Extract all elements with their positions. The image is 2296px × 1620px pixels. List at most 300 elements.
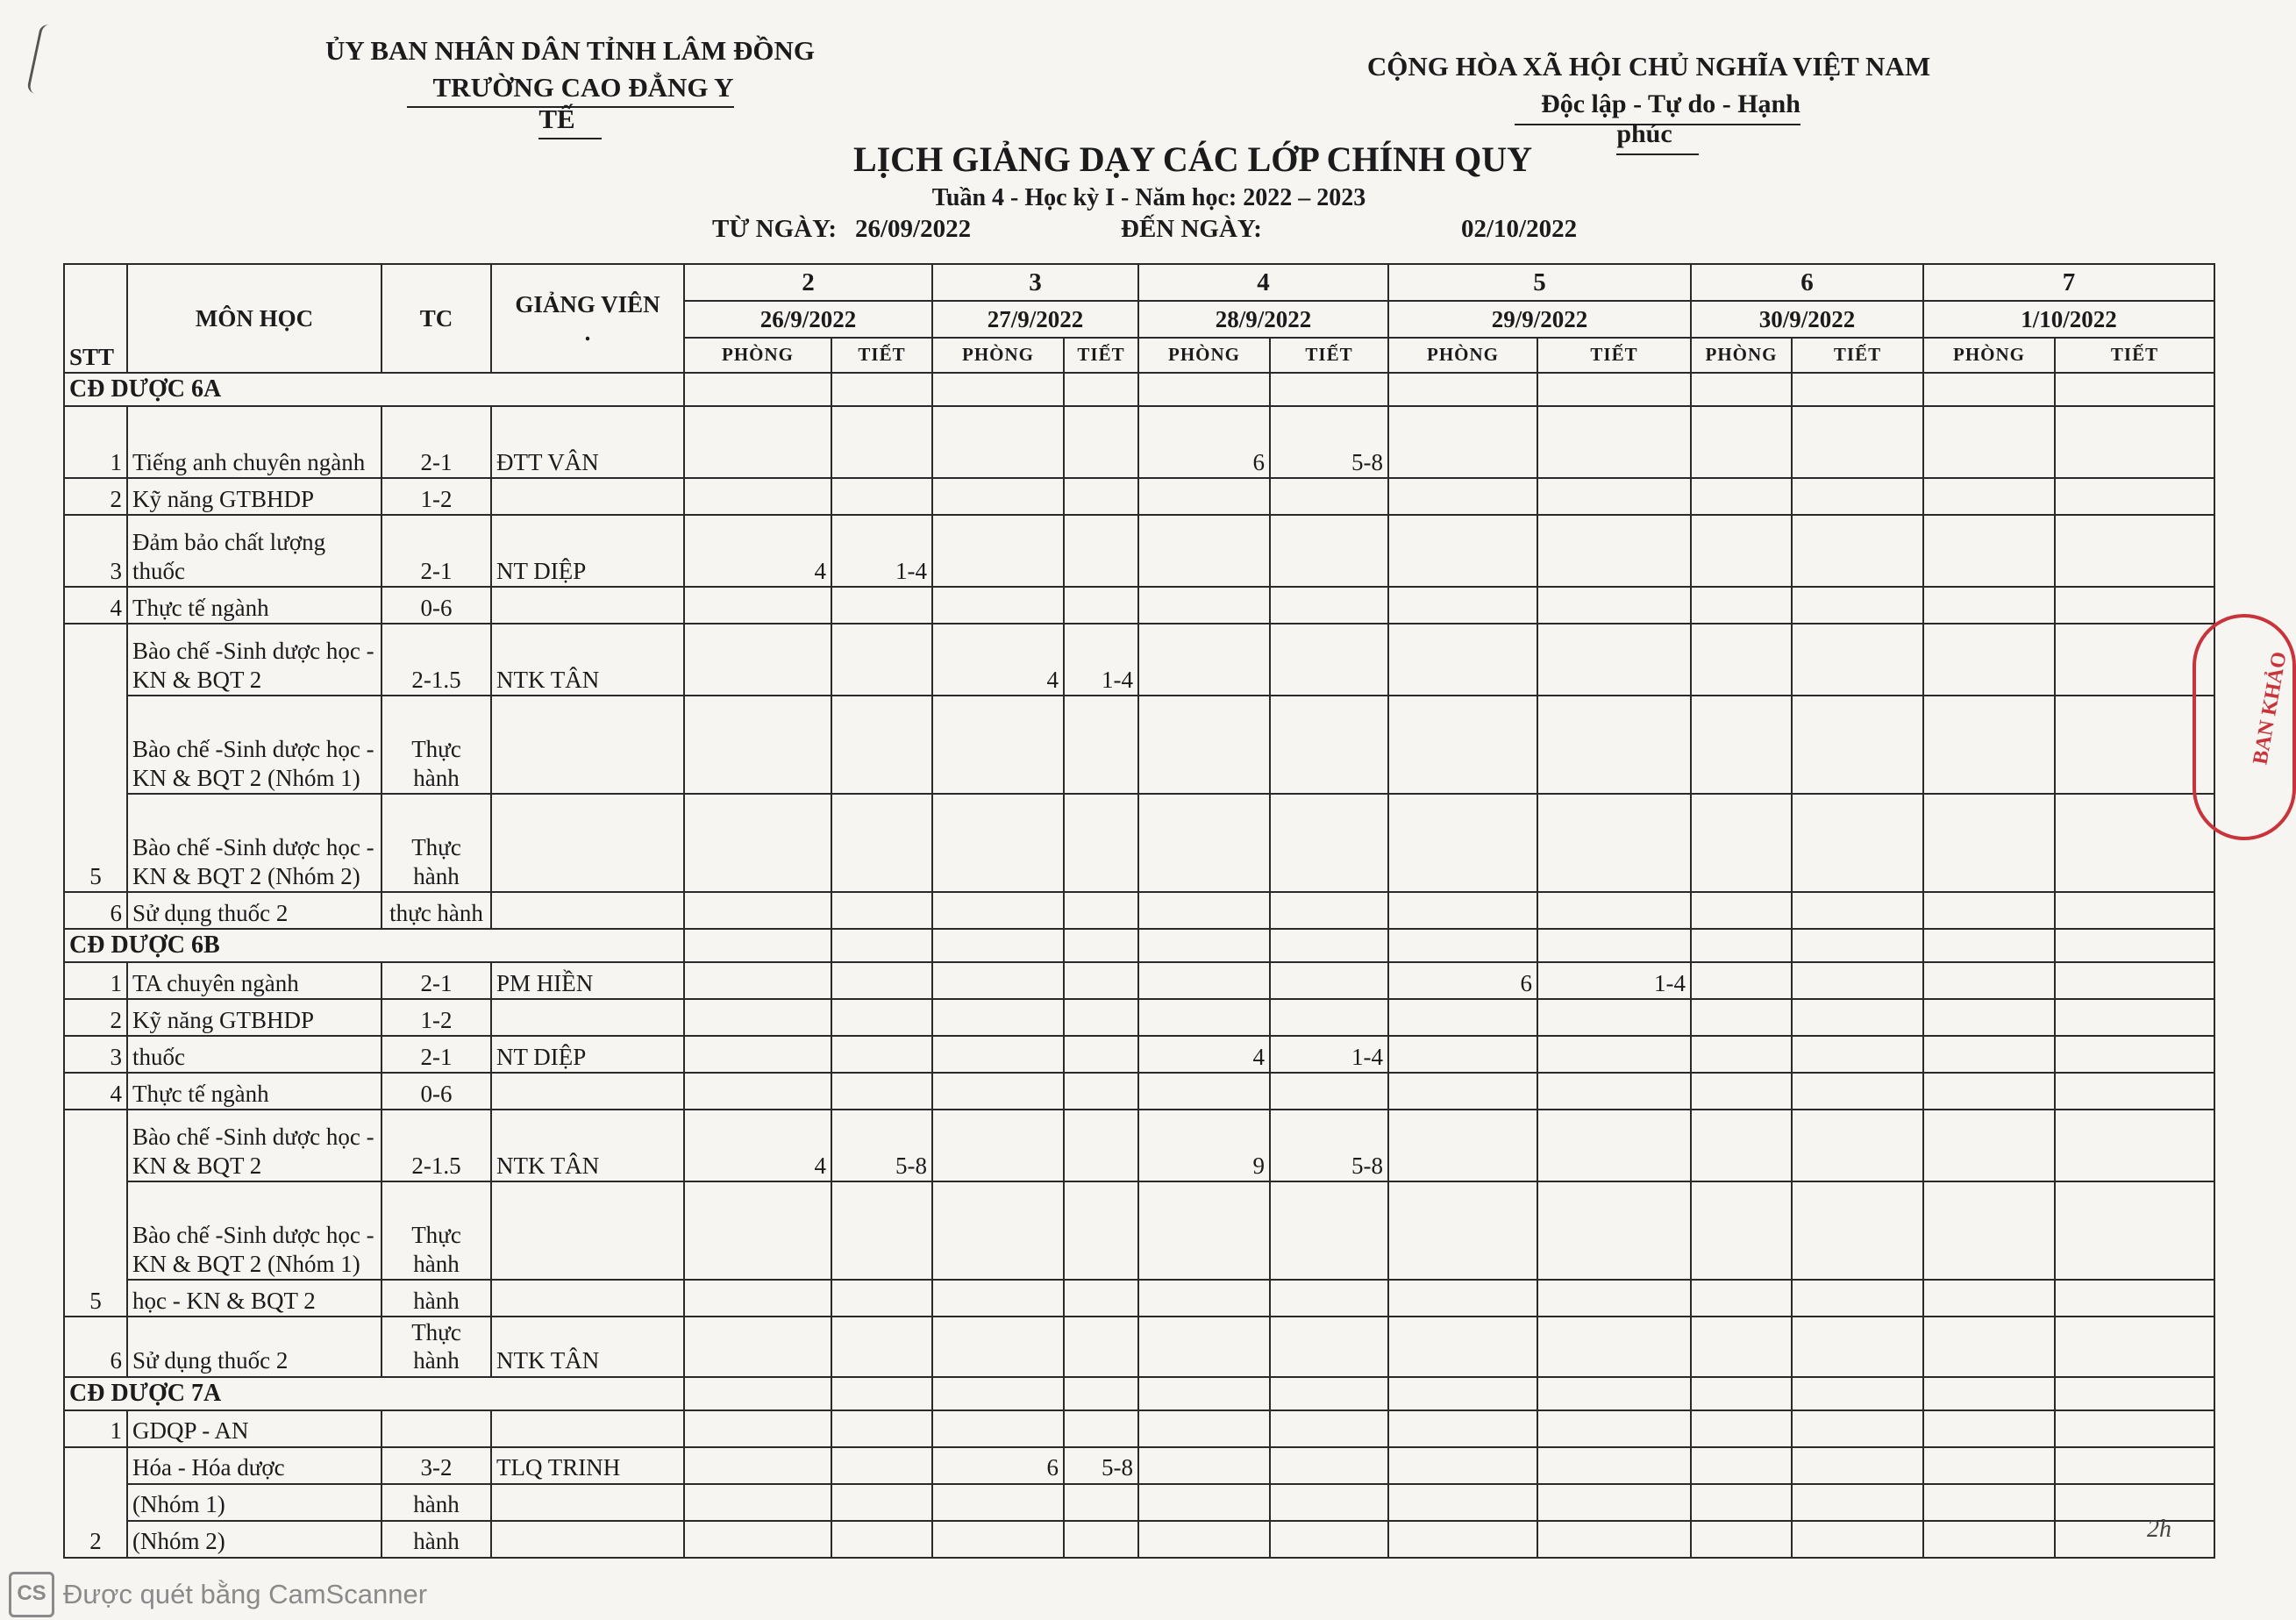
period-cell [831,1073,932,1110]
room-cell [1138,999,1270,1036]
room-cell [1388,794,1537,892]
tc-cell: hành [381,1280,491,1317]
period-cell [1064,1484,1138,1521]
room-cell [1388,1073,1537,1110]
room-cell [1691,1181,1792,1280]
room-cell [684,406,831,478]
room-cell [932,1181,1064,1280]
period-cell [831,1280,932,1317]
tc-cell: Thực hành [381,696,491,794]
room-cell [684,1447,831,1484]
period-cell [1537,1521,1691,1558]
from-label: TỪ NGÀY: [712,215,838,243]
stt-cell: 1 [64,1410,127,1447]
period-cell [1270,962,1388,999]
empty-cell [1270,929,1388,962]
room-cell [1923,1484,2055,1521]
room-cell [684,587,831,624]
period-cell [1537,1484,1691,1521]
issuer-line1: ỦY BAN NHÂN DÂN TỈNH LÂM ĐỒNG [324,35,815,66]
lecturer-cell: TLQ TRINH [491,1447,684,1484]
empty-cell [1138,1377,1270,1410]
table-row [64,1317,2214,1377]
room-cell [1691,892,1792,929]
period-cell [1064,1410,1138,1447]
phong-header: PHÒNG [1388,338,1537,373]
subject-cell: Hóa - Hóa dược [127,1447,381,1484]
room-cell [932,1521,1064,1558]
lecturer-cell [491,478,684,515]
subject-cell: Kỹ năng GTBHDP [127,999,381,1036]
tiet-header: TIẾT [2055,338,2214,373]
empty-cell [1923,929,2055,962]
room-cell [1138,794,1270,892]
period-cell [2055,892,2214,929]
room-cell: 6 [1138,406,1270,478]
empty-cell [2055,1377,2214,1410]
period-cell [1792,696,1923,794]
section-title: CĐ DƯỢC 6A [64,373,684,406]
period-cell [831,892,932,929]
period-cell [831,696,932,794]
table-row [64,1280,2214,1317]
room-cell [1138,1410,1270,1447]
period-cell [1064,1280,1138,1317]
period-cell [2055,1073,2214,1110]
room-cell [1138,962,1270,999]
room-cell [932,794,1064,892]
room-cell [684,999,831,1036]
period-cell [1270,478,1388,515]
table-row [64,1410,2214,1447]
room-cell: 6 [932,1447,1064,1484]
period-cell [1064,406,1138,478]
date-header: 27/9/2022 [932,301,1138,338]
period-cell [1537,892,1691,929]
subject-cell: Bào chế -Sinh dược học - KN & BQT 2 (Nhóm 1) [127,696,381,794]
room-cell [932,892,1064,929]
period-cell [1792,999,1923,1036]
empty-cell [932,373,1064,406]
period-cell [2055,624,2214,696]
period-cell [1270,794,1388,892]
period-cell [831,478,932,515]
period-cell [1792,794,1923,892]
period-cell [1537,1036,1691,1073]
period-cell [1064,1110,1138,1181]
empty-cell [684,1377,831,1410]
room-cell [932,1484,1064,1521]
period-cell [1792,478,1923,515]
room-cell [1923,1110,2055,1181]
room-cell [1691,1036,1792,1073]
lecturer-cell [491,1280,684,1317]
tc-header: TC [381,264,491,373]
lecturer-cell: NT DIỆP [491,1036,684,1073]
room-cell [1923,1410,2055,1447]
period-cell [1270,1181,1388,1280]
period-cell [2055,1447,2214,1484]
empty-cell [1270,373,1388,406]
empty-cell [1064,373,1138,406]
period-cell [2055,1317,2214,1377]
period-cell [1537,406,1691,478]
phong-header: PHÒNG [1138,338,1270,373]
room-cell [1388,1521,1537,1558]
period-cell [1064,1317,1138,1377]
room-cell [684,1036,831,1073]
table-row [64,1447,2214,1484]
room-cell [684,1410,831,1447]
room-cell [1691,1280,1792,1317]
lecturer-cell [491,587,684,624]
room-cell [1138,1280,1270,1317]
period-cell [1537,1317,1691,1377]
empty-cell [1064,1377,1138,1410]
period-cell [1064,1181,1138,1280]
table-row [64,1181,2214,1280]
stt-cell: 6 [64,892,127,929]
stt-cell: 1 [64,962,127,999]
period-cell [1537,999,1691,1036]
day-header: 3 [932,264,1138,301]
to-value: 02/10/2022 [1461,215,1578,243]
tiet-header: TIẾT [1270,338,1388,373]
room-cell [932,1280,1064,1317]
room-cell [684,794,831,892]
tc-cell: 2-1 [381,962,491,999]
lecturer-cell: NTK TÂN [491,1317,684,1377]
lecturer-cell: NTK TÂN [491,624,684,696]
table-row [64,478,2214,515]
period-cell [831,624,932,696]
day-header: 4 [1138,264,1388,301]
lecturer-cell [491,794,684,892]
empty-cell [1388,929,1537,962]
subject-cell: Đảm bảo chất lượng thuốc [127,515,381,587]
period-cell [1270,624,1388,696]
period-cell [1270,999,1388,1036]
lecturer-cell [491,999,684,1036]
period-cell [1792,1280,1923,1317]
lecturer-cell [491,1521,684,1558]
room-cell [932,962,1064,999]
room-cell [932,1073,1064,1110]
page-title: LỊCH GIẢNG DẠY CÁC LỚP CHÍNH QUY [852,139,1533,179]
mon-hoc-header: MÔN HỌC [127,264,381,373]
period-cell [1064,892,1138,929]
room-cell [1923,1447,2055,1484]
date-header: 30/9/2022 [1691,301,1923,338]
period-cell [1064,696,1138,794]
tiet-header: TIẾT [1064,338,1138,373]
room-cell [1388,1036,1537,1073]
period-cell [1792,1110,1923,1181]
table-row [64,1036,2214,1073]
room-cell [1691,696,1792,794]
room-cell [684,892,831,929]
stt-cell: 2 [64,478,127,515]
table-row [64,1521,2214,1558]
period-cell [1270,587,1388,624]
period-cell [1537,1181,1691,1280]
room-cell [1388,1410,1537,1447]
empty-cell [1537,1377,1691,1410]
empty-cell [1691,373,1792,406]
tc-cell: 1-2 [381,999,491,1036]
tiet-header: TIẾT [831,338,932,373]
table-row [64,794,2214,892]
period-cell [831,794,932,892]
period-cell [1270,1317,1388,1377]
subject-cell: Thực tế ngành [127,587,381,624]
table-row [64,624,2214,696]
table-row [64,587,2214,624]
room-cell [932,999,1064,1036]
watermark-text: Được quét bằng CamScanner [63,1579,428,1609]
period-cell [1270,1073,1388,1110]
room-cell [1691,406,1792,478]
empty-cell [1270,1377,1388,1410]
period-cell [1064,794,1138,892]
section-row [64,1377,2214,1410]
period-cell [1270,1447,1388,1484]
period-cell [831,1447,932,1484]
subject-cell: Bào chế -Sinh dược học - KN & BQT 2 [127,624,381,696]
lecturer-cell [491,1181,684,1280]
date-header: 1/10/2022 [1923,301,2214,338]
period-cell [2055,406,2214,478]
tc-cell: 2-1 [381,406,491,478]
period-cell [1537,515,1691,587]
empty-cell [1388,373,1537,406]
period-cell [2055,1110,2214,1181]
room-cell [932,515,1064,587]
room-cell [684,624,831,696]
period-cell [1537,1280,1691,1317]
period-cell [2055,587,2214,624]
room-cell [1388,1110,1537,1181]
national-title: CỘNG HÒA XÃ HỘI CHỦ NGHĨA VIỆT NAM [1366,51,1931,82]
room-cell [684,1181,831,1280]
period-cell: 5-8 [831,1110,932,1181]
room-cell [1388,624,1537,696]
tc-cell: 2-1.5 [381,1110,491,1181]
period-cell [1792,1181,1923,1280]
pen-mark [26,23,61,96]
day-header: 5 [1388,264,1691,301]
to-label: ĐẾN NGÀY: [1121,215,1262,243]
period-cell: 1-4 [1537,962,1691,999]
subject-cell: thuốc [127,1036,381,1073]
period-cell [1792,515,1923,587]
room-cell: 4 [932,624,1064,696]
empty-cell [1923,373,2055,406]
period-cell [1537,1447,1691,1484]
empty-cell [2055,929,2214,962]
giang-vien-label: GIẢNG VIÊN [515,290,660,318]
lecturer-cell: PM HIỀN [491,962,684,999]
room-cell [932,406,1064,478]
stt-cell: 4 [64,1073,127,1110]
room-cell [1138,515,1270,587]
room-cell [684,1280,831,1317]
room-cell [1388,1447,1537,1484]
period-cell: 5-8 [1064,1447,1138,1484]
period-cell [2055,1410,2214,1447]
period-cell [1270,1280,1388,1317]
section-title: CĐ DƯỢC 6B [64,929,684,962]
period-cell [2055,1181,2214,1280]
period-cell [1792,1036,1923,1073]
room-cell [932,1410,1064,1447]
room-cell [1388,587,1537,624]
empty-cell [2055,373,2214,406]
giang-vien-header [491,264,684,373]
day-header: 6 [1691,264,1923,301]
room-cell [1138,1521,1270,1558]
room-cell [1138,1317,1270,1377]
period-cell [831,1484,932,1521]
lecturer-cell [491,892,684,929]
room-cell [1923,478,2055,515]
room-cell [1923,406,2055,478]
room-cell [1388,478,1537,515]
stt-cell: 6 [64,1317,127,1377]
section-row [64,929,2214,962]
room-cell [1388,999,1537,1036]
room-cell [1138,1073,1270,1110]
tc-cell: 0-6 [381,587,491,624]
room-cell [1691,515,1792,587]
tc-cell: 2-1 [381,515,491,587]
period-cell [1792,1521,1923,1558]
giang-vien-dot: . [584,319,591,346]
period-cell [1064,1521,1138,1558]
room-cell [1691,1317,1792,1377]
room-cell [1388,1317,1537,1377]
subject-cell: TA chuyên ngành [127,962,381,999]
subject-cell: Bào chế -Sinh dược học - KN & BQT 2 [127,1110,381,1181]
period-cell [1270,1410,1388,1447]
period-cell [831,406,932,478]
lecturer-cell [491,1484,684,1521]
period-cell [1064,587,1138,624]
period-cell [831,1521,932,1558]
period-cell [831,1181,932,1280]
signature: 2h [2147,1516,2171,1543]
period-cell [1537,794,1691,892]
room-cell [1138,1484,1270,1521]
lecturer-cell [491,1410,684,1447]
table-row [64,406,2214,478]
room-cell [1923,1181,2055,1280]
empty-cell [831,1377,932,1410]
national-motto: Độc lập - Tự do - Hạnh phúc [1473,89,1842,149]
room-cell [1388,515,1537,587]
room-cell: 4 [1138,1036,1270,1073]
room-cell [1691,1521,1792,1558]
room-cell [1138,587,1270,624]
lecturer-cell [491,696,684,794]
room-cell [1923,999,2055,1036]
date-header: 29/9/2022 [1388,301,1691,338]
room-cell [1923,624,2055,696]
room-cell [1923,696,2055,794]
period-cell [2055,794,2214,892]
period-cell [1270,892,1388,929]
period-cell [2055,962,2214,999]
empty-cell [684,373,831,406]
room-cell [1691,624,1792,696]
room-cell [1138,892,1270,929]
room-cell [1691,794,1792,892]
period-cell: 5-8 [1270,1110,1388,1181]
room-cell [1923,794,2055,892]
period-cell [1270,1521,1388,1558]
room-cell [684,1484,831,1521]
tc-cell: Thực hành [381,1181,491,1280]
period-cell [2055,515,2214,587]
room-cell [1923,1521,2055,1558]
lecturer-cell [491,1073,684,1110]
period-cell [1064,962,1138,999]
period-cell [1792,624,1923,696]
empty-cell [1138,373,1270,406]
room-cell [1923,962,2055,999]
subject-cell: Tiếng anh chuyên ngành [127,406,381,478]
stt-cell: 2 [64,999,127,1036]
schedule-table [63,263,2215,1559]
room-cell [1691,1110,1792,1181]
period-cell [1537,1073,1691,1110]
room-cell [1691,1073,1792,1110]
room-cell [1388,892,1537,929]
stt-cell: 5 [64,624,127,892]
tc-cell: 1-2 [381,478,491,515]
period-cell [831,587,932,624]
period-cell [1792,892,1923,929]
stt-cell: 2 [64,1447,127,1558]
period-cell [2055,999,2214,1036]
phong-header: PHÒNG [932,338,1064,373]
empty-cell [1138,929,1270,962]
tc-cell: hành [381,1484,491,1521]
table-row [64,696,2214,794]
period-cell: 5-8 [1270,406,1388,478]
camscanner-watermark [9,1572,427,1617]
period-cell [1792,1073,1923,1110]
room-cell [1138,1447,1270,1484]
room-cell [1388,696,1537,794]
period-cell [1064,478,1138,515]
room-cell [1388,1280,1537,1317]
tc-cell: Thực hành [381,794,491,892]
subject-cell: Thực tế ngành [127,1073,381,1110]
empty-cell [1537,373,1691,406]
subject-cell: Sử dụng thuốc 2 [127,1317,381,1377]
tc-cell: hành [381,1521,491,1558]
period-cell [1792,962,1923,999]
empty-cell [1537,929,1691,962]
stt-cell: 5 [64,1110,127,1317]
red-seal-stamp: BAN KHẢO [2193,614,2296,840]
day-header: 7 [1923,264,2214,301]
subject-cell: (Nhóm 1) [127,1484,381,1521]
page-subtitle: Tuần 4 - Học kỳ I - Năm học: 2022 – 2023 [931,184,1366,211]
room-cell [684,696,831,794]
empty-cell [831,929,932,962]
